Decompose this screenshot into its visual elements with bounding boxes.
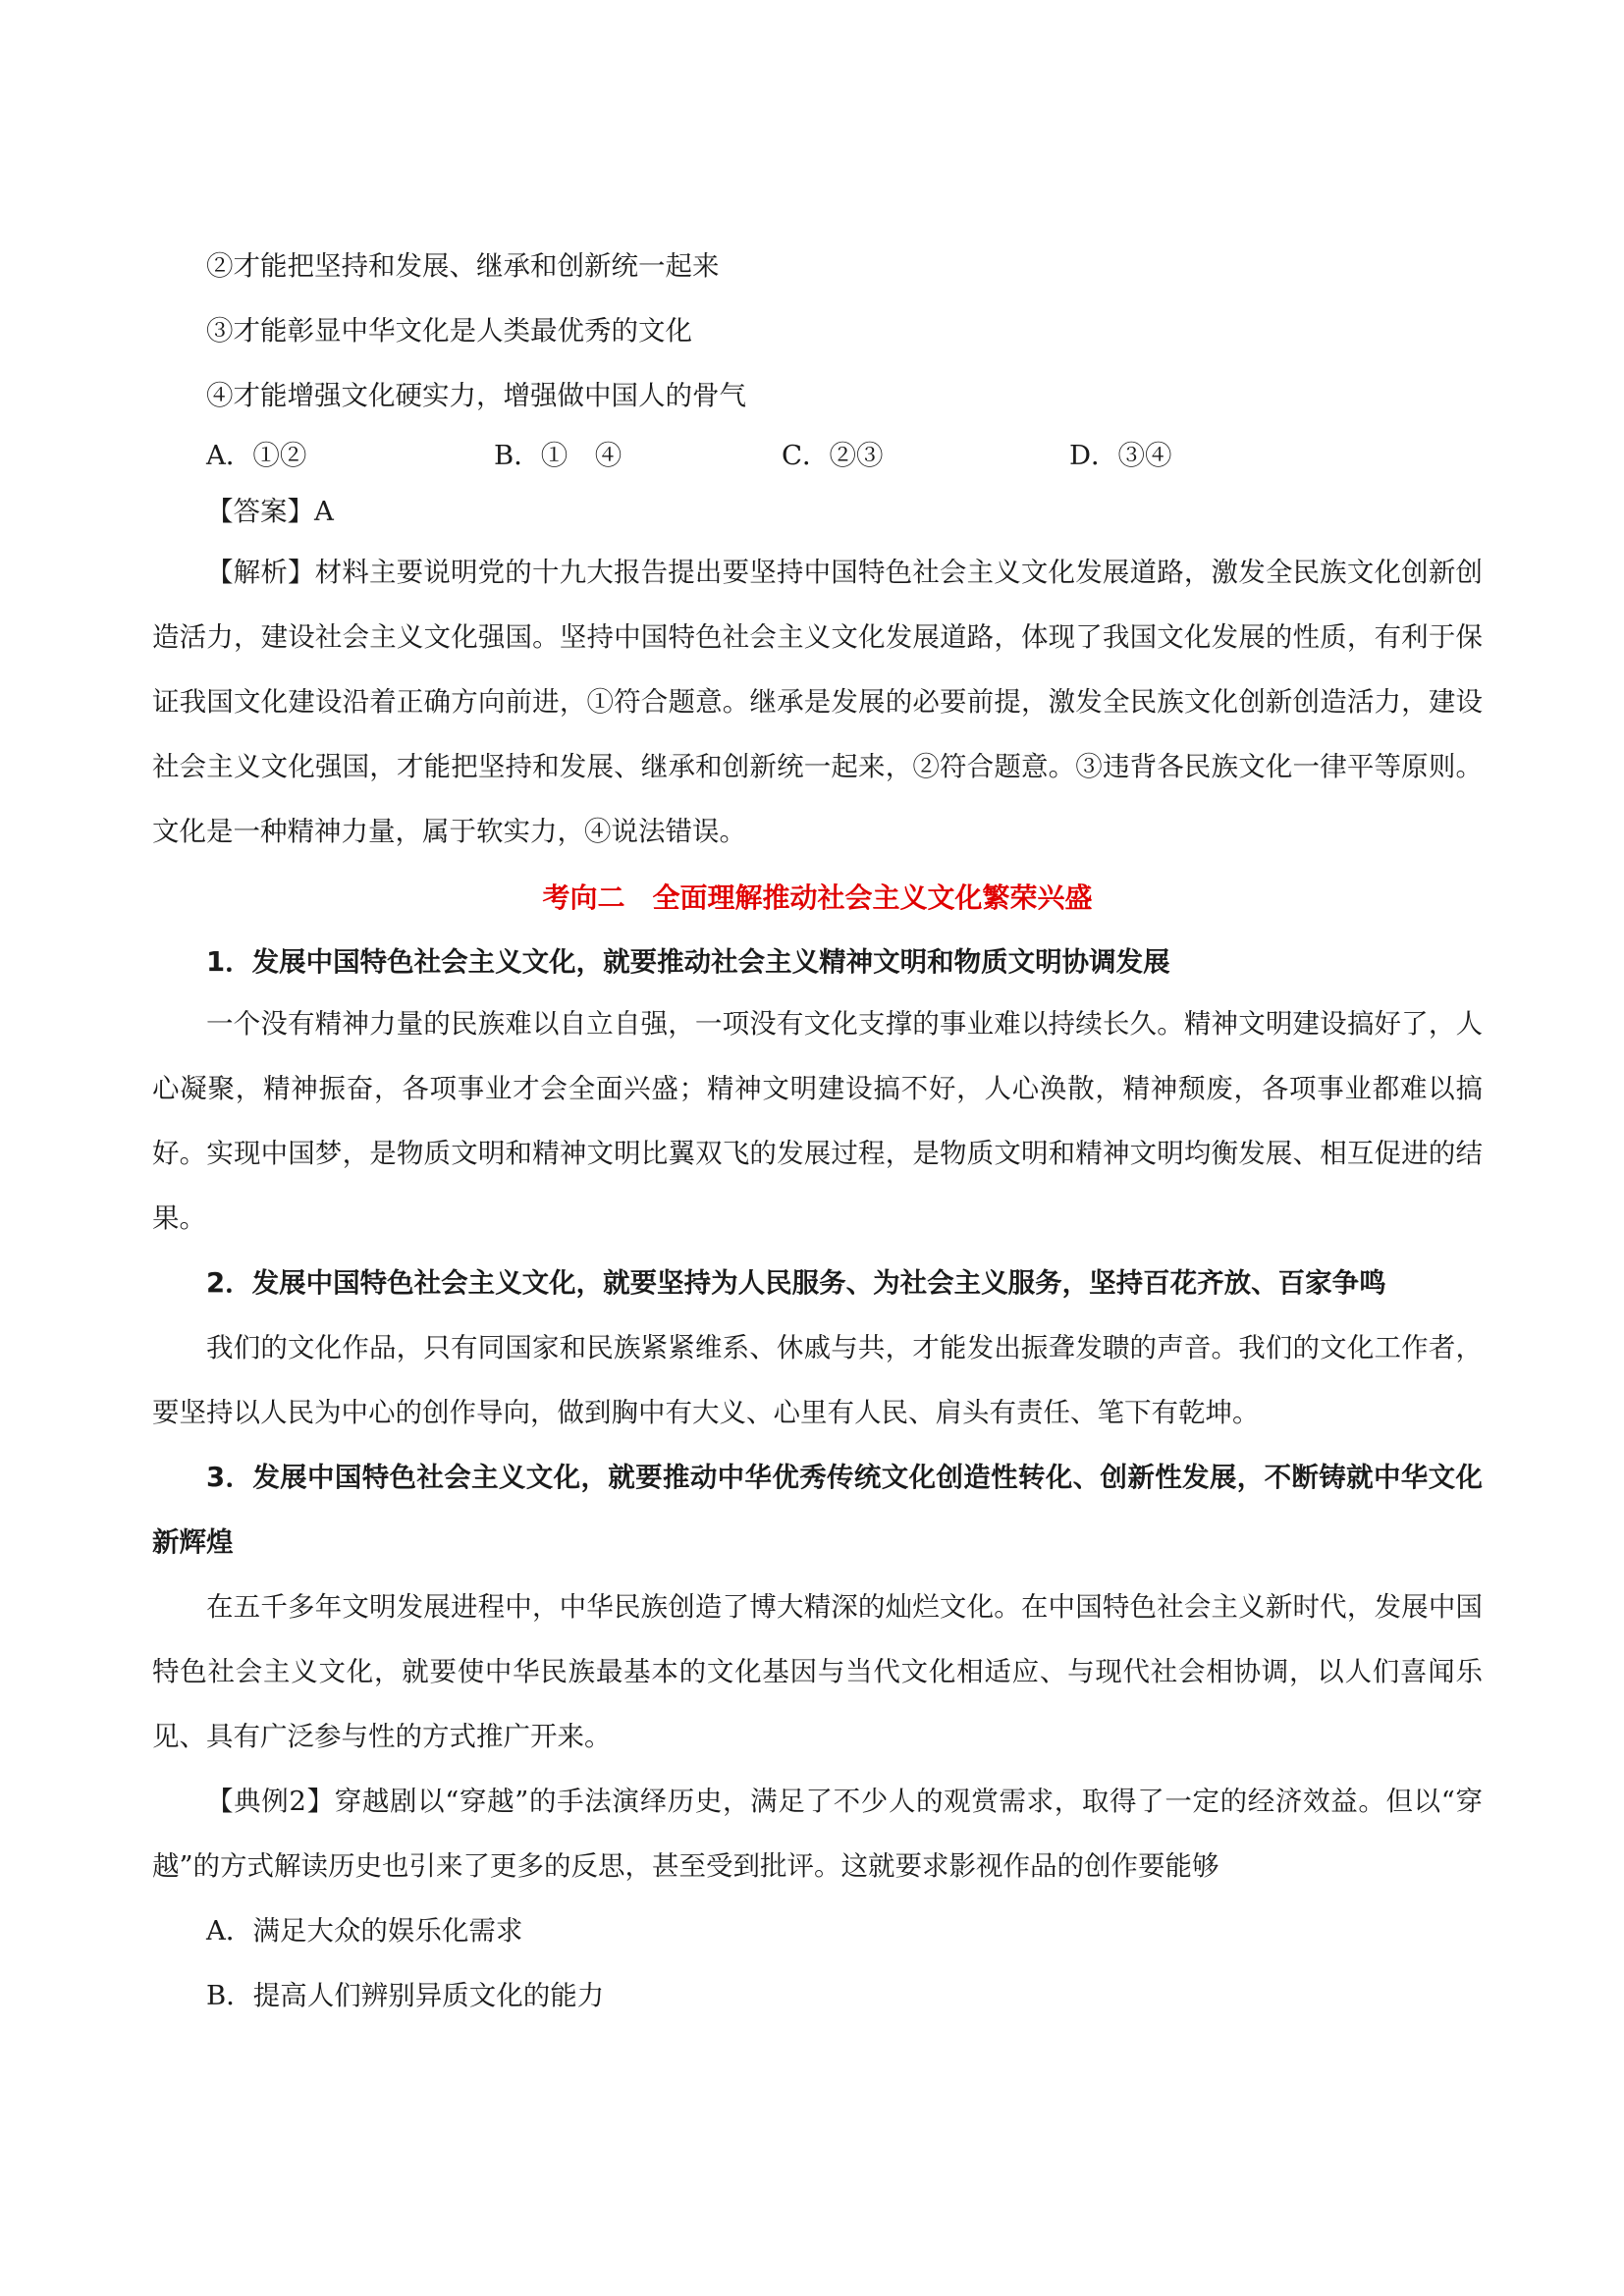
choice-a: A．①② <box>206 440 307 471</box>
point-1-body: 一个没有精神力量的民族难以自立自强，一项没有文化支撑的事业难以持续长久。精神文明建设搞好了，人心凝聚，精神振奋，各项事业才会全面兴盛；精神文明建设搞不好，人心涣散，精神颓废，各项事业都难以搞好。实现中国梦，是物质文明和精神文明比翼双飞的发展过程，是物质文明和精神文明均衡发展、相互促进的结果。 <box>152 1008 1483 1234</box>
page-content <box>152 234 1483 2028</box>
point-3-title: 3．发展中国特色社会主义文化，就要推动中华优秀传统文化创造性转化、创新性发展，不断铸就中华文化新辉煌 <box>152 1462 1483 1558</box>
example-stem: 【典例2】穿越剧以“穿越”的手法演绎历史，满足了不少人的观赏需求，取得了一定的经济效益。但以“穿越”的方式解读历史也引来了更多的反思，甚至受到批评。这就要求影视作品的创作要能够 <box>152 1786 1483 1882</box>
choice-c: C．②③ <box>782 440 884 471</box>
analysis-paragraph: 【解析】材料主要说明党的十九大报告提出要坚持中国特色社会主义文化发展道路，激发全民族文化创新创造活力，建设社会主义文化强国。坚持中国特色社会主义文化发展道路，体现了我国文化发展的性质，有利于保证我国文化建设沿着正确方向前进，①符合题意。继承是发展的必要前提，激发全民族文化创新创造活力，建设社会主义文化强国，才能把坚持和发展、继承和创新统一起来，②符合题意。③违背各民族文化一律平等原则。文化是一种精神力量，属于软实力，④说法错误。 <box>152 557 1483 847</box>
section-heading: 考向二 全面理解推动社会主义文化繁荣兴盛 <box>542 881 1093 914</box>
option-line-2: ②才能把坚持和发展、继承和创新统一起来 <box>206 250 720 282</box>
option-line-4: ④才能增强文化硬实力，增强做中国人的骨气 <box>206 380 746 411</box>
option-line-3: ③才能彰显中华文化是人类最优秀的文化 <box>206 315 692 347</box>
point-2-title: 2．发展中国特色社会主义文化，就要坚持为人民服务、为社会主义服务，坚持百花齐放、百家争鸣 <box>206 1267 1386 1299</box>
point-3-body: 在五千多年文明发展进程中，中华民族创造了博大精深的灿烂文化。在中国特色社会主义新时代，发展中国特色社会主义文化，就要使中华民族最基本的文化基因与当代文化相适应、与现代社会相协调，以人们喜闻乐见、具有广泛参与性的方式推广开来。 <box>152 1591 1483 1752</box>
example-option-a: A．满足大众的娱乐化需求 <box>206 1915 523 1947</box>
answer-choices <box>152 428 1483 483</box>
choice-b: B．① ④ <box>494 440 623 471</box>
example-option-b: B．提高人们辨别异质文化的能力 <box>206 1980 605 2011</box>
choice-d: D．③④ <box>1069 440 1172 471</box>
answer-line: 【答案】A <box>206 496 334 527</box>
point-2-body: 我们的文化作品，只有同国家和民族紧紧维系、休戚与共，才能发出振聋发聩的声音。我们的文化工作者，要坚持以人民为中心的创作导向，做到胸中有大义、心里有人民、肩头有责任、笔下有乾坤。 <box>152 1332 1483 1428</box>
point-1-title: 1．发展中国特色社会主义文化，就要推动社会主义精神文明和物质文明协调发展 <box>206 946 1170 978</box>
